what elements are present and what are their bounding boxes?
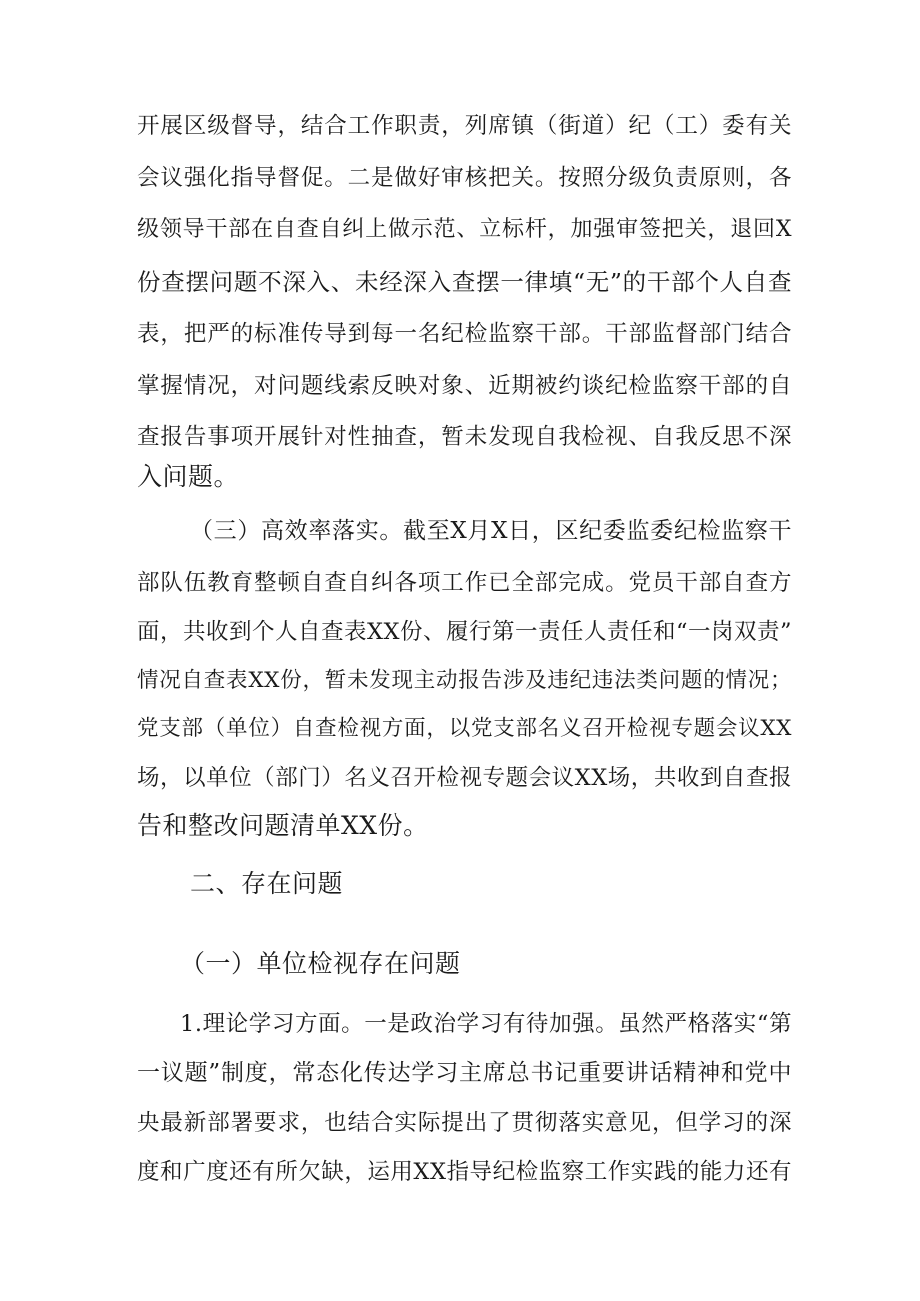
paragraph-1-line: 级领导干部在自查自纠上做示范、立标杆，加强审签把关，退回X — [137, 217, 792, 242]
paragraph-1-line: 入问题。 — [137, 462, 240, 491]
paragraph-3-line: 央最新部署要求，也结合实际提出了贯彻落实意见，但学习的深 — [137, 1110, 792, 1136]
paragraph-1-line: 份查摆问题不深入、未经深入查摆一律填“无”的干部个人自查 — [137, 268, 792, 296]
paragraph-2-line: 场，以单位（部门）名义召开检视专题会议XX场，共收到自查报 — [137, 765, 792, 791]
paragraph-1-line: 开展区级督导，结合工作职责，列席镇（街道）纪（工）委有关 — [137, 113, 792, 139]
paragraph-2-line: 告和整改问题清单XX份。 — [137, 811, 429, 840]
paragraph-2-line: （三）高效率落实。截至X月X日，区纪委监委纪检监察干 — [190, 518, 792, 544]
paragraph-3-line: 一议题”制度，常态化传达学习主席总书记重要讲话精神和党中 — [137, 1060, 792, 1086]
section-heading: 二、存在问题 — [190, 869, 344, 898]
paragraph-1-line: 掌握情况，对问题线索反映对象、近期被约谈纪检监察干部的自 — [137, 373, 792, 399]
paragraph-2-line: 面，共收到个人自查表XX份、履行第一责任人责任和“一岗双责” — [137, 619, 793, 645]
paragraph-2-line: 党支部（单位）自查检视方面，以党支部名义召开检视专题会议XX — [137, 716, 792, 741]
paragraph-1-line: 会议强化指导督促。二是做好审核把关。按照分级负责原则，各 — [137, 165, 792, 191]
paragraph-3-line: 1.理论学习方面。一是政治学习有待加强。虽然严格落实“第 — [180, 1011, 792, 1037]
subsection-heading: （一）单位检视存在问题 — [180, 949, 461, 978]
paragraph-2-line: 情况自查表XX份，暂未发现主动报告涉及违纪违法类问题的情况； — [137, 668, 792, 693]
paragraph-1-line: 表，把严的标准传导到每一名纪检监察干部。干部监督部门结合 — [137, 321, 792, 347]
paragraph-3-line: 度和广度还有所欠缺，运用XX指导纪检监察工作实践的能力还有 — [137, 1159, 792, 1185]
paragraph-2-line: 部队伍教育整顿自查自纠各项工作已全部完成。党员干部自查方 — [137, 570, 792, 596]
paragraph-1-line: 查报告事项开展针对性抽查，暂未发现自我检视、自我反思不深 — [137, 424, 792, 450]
